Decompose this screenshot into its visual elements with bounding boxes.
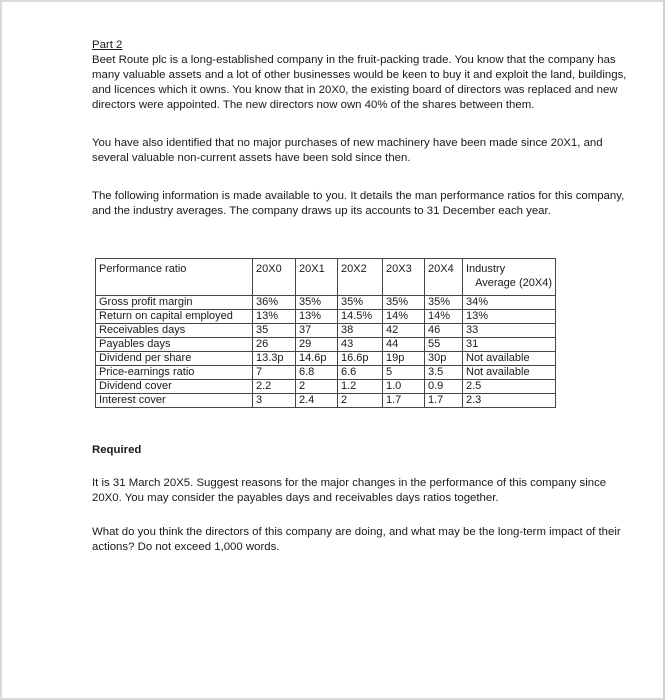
table-cell-y0: 13.3p [253, 352, 296, 366]
table-cell-y2: 1.2 [338, 380, 383, 394]
table-cell-y3: 14% [383, 310, 425, 324]
table-cell-y2: 38 [338, 324, 383, 338]
table-cell-y0: 7 [253, 366, 296, 380]
table-cell-industry: Not available [463, 366, 556, 380]
table-cell-y1: 2.4 [296, 394, 338, 408]
header-20x0: 20X0 [253, 259, 296, 296]
table-cell-label: Interest cover [96, 394, 253, 408]
table-cell-y0: 2.2 [253, 380, 296, 394]
table-cell-label: Gross profit margin [96, 296, 253, 310]
header-20x2: 20X2 [338, 259, 383, 296]
table-cell-y1: 37 [296, 324, 338, 338]
table-cell-y4: 30p [425, 352, 463, 366]
header-performance-ratio: Performance ratio [96, 259, 253, 296]
table-header-row [96, 259, 556, 296]
table-cell-industry: 2.3 [463, 394, 556, 408]
table-cell-y2: 43 [338, 338, 383, 352]
table-cell-y0: 3 [253, 394, 296, 408]
table-body [96, 296, 556, 408]
table-cell-y3: 19p [383, 352, 425, 366]
header-20x4: 20X4 [425, 259, 463, 296]
table-cell-industry: 2.5 [463, 380, 556, 394]
table-cell-y3: 42 [383, 324, 425, 338]
table-cell-label: Dividend per share [96, 352, 253, 366]
table-cell-label: Price-earnings ratio [96, 366, 253, 380]
table-cell-y3: 5 [383, 366, 425, 380]
table-cell-y0: 13% [253, 310, 296, 324]
table-cell-y1: 14.6p [296, 352, 338, 366]
table-cell-label: Return on capital employed [96, 310, 253, 324]
second-paragraph: You have also identified that no major purchases of new machinery have been made since 20X1, and several valuable non-current assets have been sold since then. [92, 137, 603, 164]
table-cell-y1: 2 [296, 380, 338, 394]
table-cell-y0: 35 [253, 324, 296, 338]
intro-paragraph: Beet Route plc is a long-established company in the fruit-packing trade. You know that the company has many valuable assets and a lot of other businesses would be keen to buy it and exploit the land, buildings, and licences which it owns. You know that in 20X0, the existing board of directors was replaced and new directors were appointed. The new directors now own 40% of the shares between them. [92, 54, 627, 111]
table-cell-y4: 55 [425, 338, 463, 352]
table-cell-industry: 33 [463, 324, 556, 338]
question-2: What do you think the directors of this company are doing, and what may be the long-term impact of their actions? Do not exceed 1,000 words. [92, 526, 621, 553]
header-industry-line1: Industry [466, 263, 506, 275]
header-industry-average [463, 259, 556, 296]
table-cell-y4: 3.5 [425, 366, 463, 380]
table-row [96, 324, 556, 338]
table-cell-y4: 14% [425, 310, 463, 324]
table-cell-y4: 0.9 [425, 380, 463, 394]
table-cell-industry: 13% [463, 310, 556, 324]
header-20x1: 20X1 [296, 259, 338, 296]
table-cell-y4: 46 [425, 324, 463, 338]
table-cell-y1: 29 [296, 338, 338, 352]
table-cell-y4: 1.7 [425, 394, 463, 408]
performance-ratio-table [95, 258, 556, 408]
table-row [96, 296, 556, 310]
table-cell-label: Receivables days [96, 324, 253, 338]
table-cell-y1: 6.8 [296, 366, 338, 380]
third-paragraph: The following information is made available to you. It details the man performance ratios for this company, and the industry averages. The company draws up its accounts to 31 December each year. [92, 190, 625, 217]
table-cell-y0: 26 [253, 338, 296, 352]
table-row [96, 380, 556, 394]
header-industry-line2: Average (20X4) [475, 277, 552, 289]
table-row [96, 394, 556, 408]
part-heading: Part 2 [92, 39, 123, 51]
table-row [96, 352, 556, 366]
table-cell-y2: 6.6 [338, 366, 383, 380]
table-cell-industry: Not available [463, 352, 556, 366]
table-cell-industry: 34% [463, 296, 556, 310]
table-cell-y3: 1.7 [383, 394, 425, 408]
table-cell-y1: 35% [296, 296, 338, 310]
table-cell-y2: 16.6p [338, 352, 383, 366]
table-cell-y0: 36% [253, 296, 296, 310]
table-cell-y2: 35% [338, 296, 383, 310]
table-cell-y3: 1.0 [383, 380, 425, 394]
table-cell-industry: 31 [463, 338, 556, 352]
required-heading: Required [92, 444, 142, 456]
question-1: It is 31 March 20X5. Suggest reasons for the major changes in the performance of this company since 20X0. You may consider the payables days and receivables days ratios together. [92, 477, 607, 504]
table-row [96, 366, 556, 380]
table-cell-label: Dividend cover [96, 380, 253, 394]
table-row [96, 310, 556, 324]
table-row [96, 338, 556, 352]
table-cell-label: Payables days [96, 338, 253, 352]
table-cell-y4: 35% [425, 296, 463, 310]
table-cell-y3: 44 [383, 338, 425, 352]
table-cell-y2: 14.5% [338, 310, 383, 324]
header-20x3: 20X3 [383, 259, 425, 296]
document-body [92, 38, 637, 219]
table-cell-y3: 35% [383, 296, 425, 310]
table-cell-y2: 2 [338, 394, 383, 408]
table-cell-y1: 13% [296, 310, 338, 324]
